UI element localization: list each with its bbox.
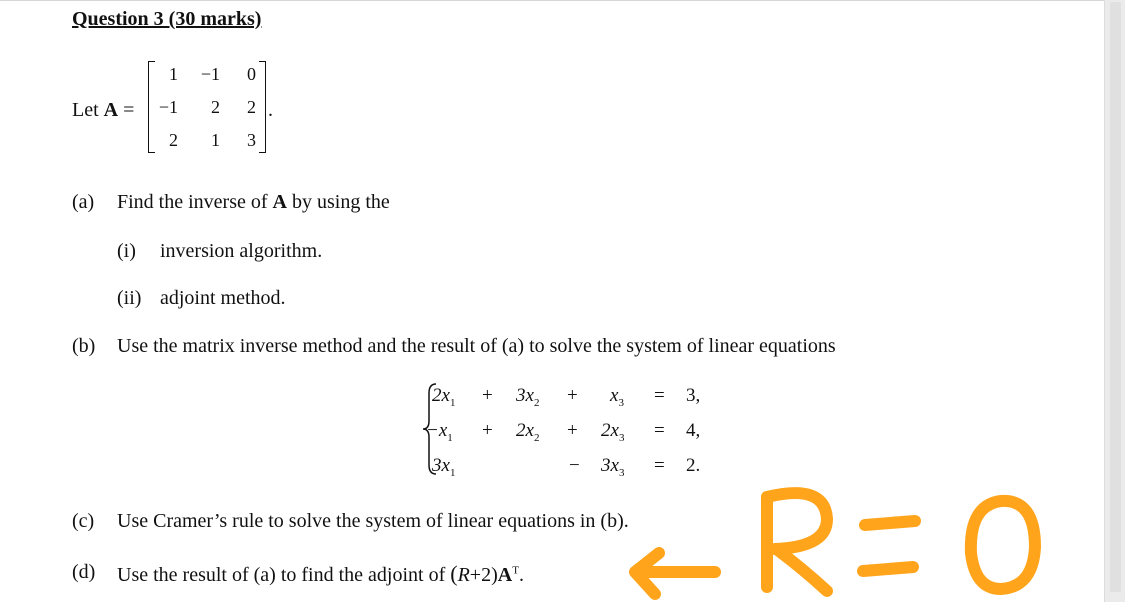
eq1-op1: + <box>482 385 493 406</box>
eq1-term1: $2x_1$ <box>432 385 456 409</box>
part-a-text-before: Find the inverse of <box>117 191 268 213</box>
matrix-cell: 1 <box>169 64 178 84</box>
eq2-term2: $2x_2$ <box>516 420 540 444</box>
part-a-ii-text: adjoint method. <box>160 287 286 309</box>
part-a-text-after: by using the <box>291 191 390 213</box>
eq2-op2: + <box>567 420 578 441</box>
question-heading: Question 3 (30 marks) <box>72 8 262 30</box>
matrix-cell: 2 <box>247 97 256 117</box>
letter-r-handwritten <box>767 493 827 591</box>
eq3-term1: $3x_1$ <box>432 455 456 479</box>
part-d-label: (d) <box>72 561 96 583</box>
part-b-label: (b) <box>72 335 96 357</box>
matrix-a <box>148 61 266 153</box>
eq3-op2: − <box>569 455 580 476</box>
matrix-name: A <box>103 99 119 121</box>
matrix-period: . <box>268 99 273 121</box>
zero-handwritten <box>971 501 1035 589</box>
part-d-expression: $(R+2)A^T$. <box>450 561 524 586</box>
part-a-i-label: (i) <box>117 240 136 262</box>
matrix-right-bracket <box>259 61 266 153</box>
part-d-text-main: Use the result of (a) to find the adjoint of <box>117 564 446 586</box>
part-c-text: Use Cramer’s rule to solve the system of linear equations in (b). <box>117 510 629 532</box>
let-word: Let <box>72 99 99 121</box>
part-b-text: Use the matrix inverse method and the result of (a) to solve the system of linear equations <box>117 335 836 357</box>
arrow-left-icon <box>635 553 715 594</box>
eq1-term2: $3x_2$ <box>516 385 540 409</box>
eq1-rhs: 3, <box>686 385 701 406</box>
eq2-equals: = <box>654 420 665 441</box>
eq3-rhs: 2. <box>686 455 701 476</box>
matrix-cell: 1 <box>211 130 220 150</box>
equals-sign: = <box>123 99 135 121</box>
part-a-label: (a) <box>72 191 95 213</box>
matrix-cell: 2 <box>169 130 178 150</box>
eq2-rhs: 4, <box>686 420 701 441</box>
part-c-label: (c) <box>72 510 95 532</box>
eq1-op2: + <box>567 385 578 406</box>
matrix-cell: −1 <box>158 97 178 117</box>
matrix-cell: −1 <box>200 64 220 84</box>
matrix-cell: 2 <box>211 97 220 117</box>
eq2-term1: $-x_1$ <box>426 420 453 444</box>
matrix-cell: 3 <box>247 130 256 150</box>
eq1-equals: = <box>654 385 665 406</box>
eq3-term3: $3x_3$ <box>601 455 625 479</box>
equals-handwritten <box>863 521 915 571</box>
part-d-text <box>117 561 524 587</box>
matrix-definition-label <box>72 99 134 122</box>
matrix-cell: 0 <box>247 64 256 84</box>
handwritten-annotation <box>615 475 1065 602</box>
part-a-i-text: inversion algorithm. <box>160 240 323 262</box>
part-a-ii-label: (ii) <box>117 287 142 309</box>
part-a-matrix: A <box>272 191 287 213</box>
part-a-text <box>117 191 390 214</box>
scrollbar-thumb[interactable] <box>1110 2 1121 592</box>
eq2-term3: $2x_3$ <box>601 420 625 444</box>
eq3-equals: = <box>654 455 665 476</box>
eq1-term3: $x_3$ <box>610 385 624 409</box>
vertical-scrollbar-track[interactable] <box>1104 0 1125 602</box>
eq2-op1: + <box>482 420 493 441</box>
page-top-border <box>0 0 1105 1</box>
